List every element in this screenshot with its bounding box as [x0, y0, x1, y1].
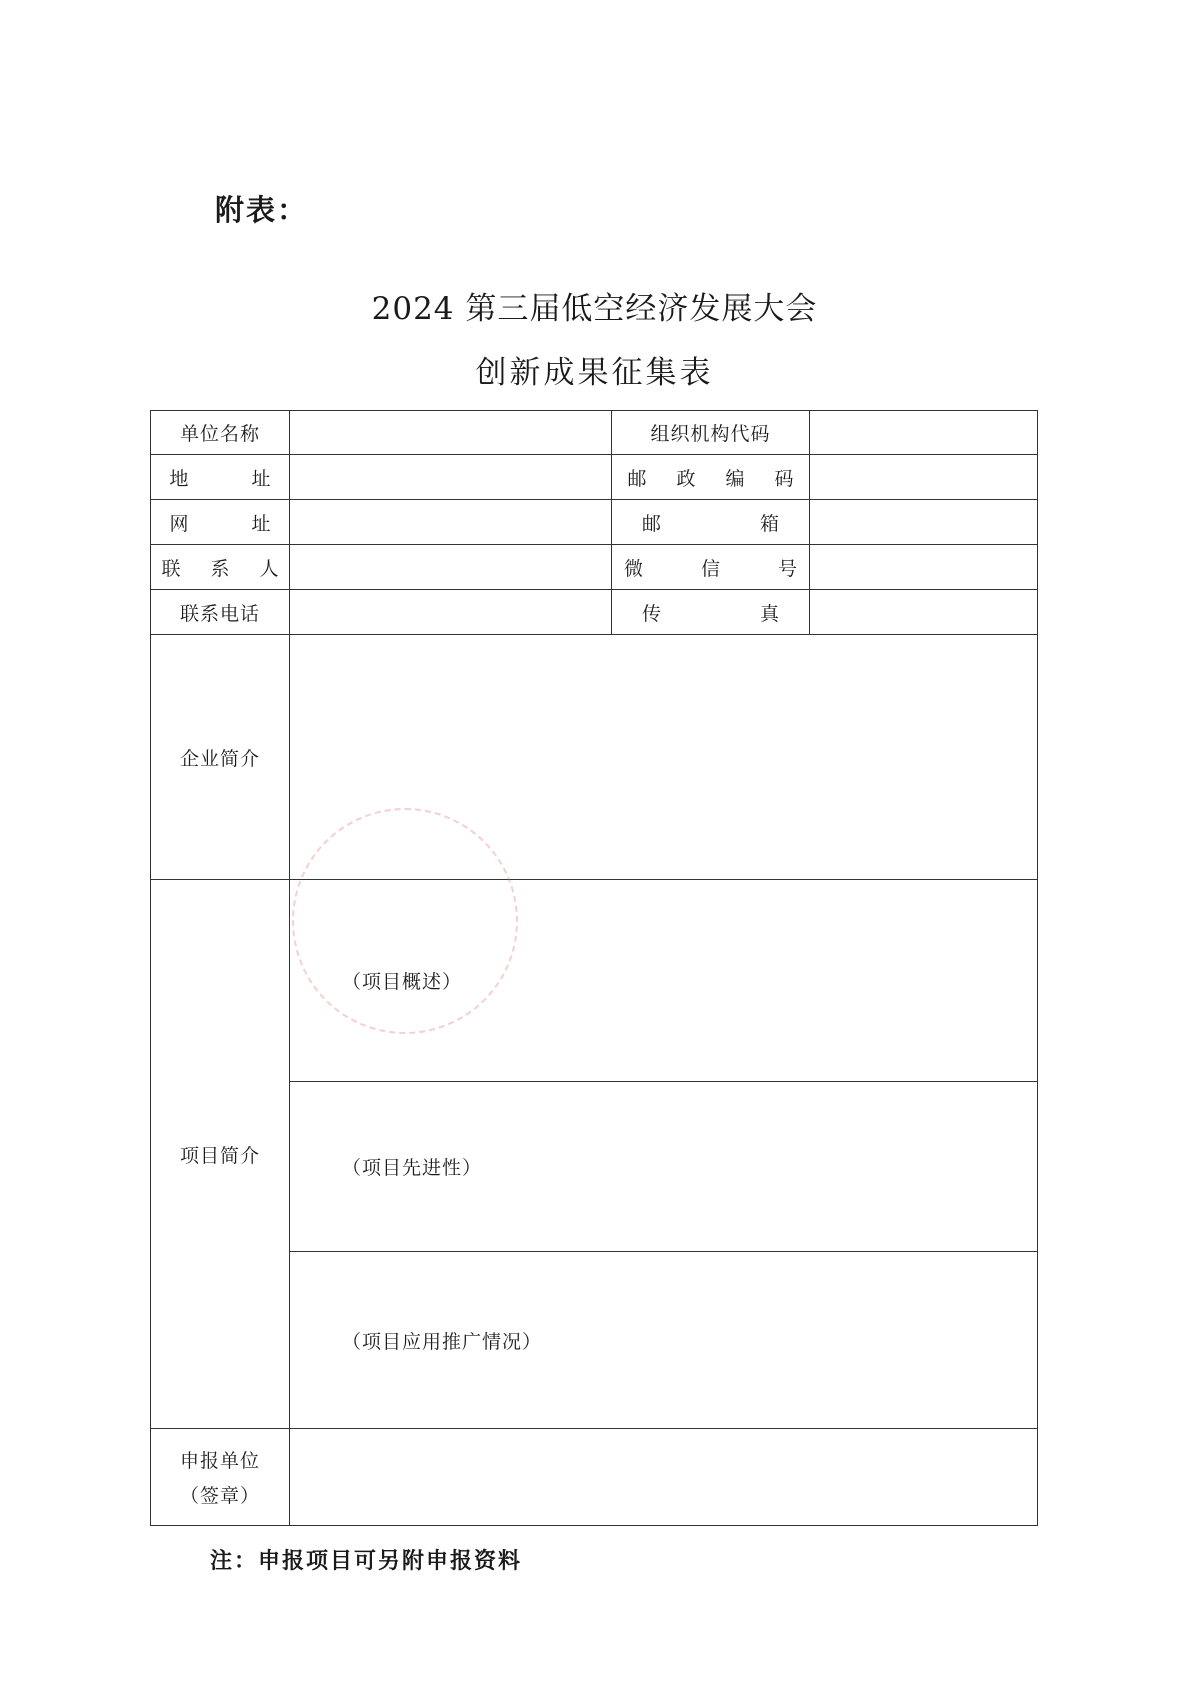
postcode-label: 邮 政 编 码 — [612, 455, 810, 500]
org-code-label: 组织机构代码 — [612, 411, 810, 455]
table-row — [151, 545, 1038, 590]
unit-name-label: 单位名称 — [151, 411, 290, 455]
website-label: 网 址 — [151, 500, 290, 545]
org-code-field[interactable] — [810, 411, 1038, 455]
project-advancement-hint: （项目先进性） — [342, 1157, 483, 1179]
phone-label: 联系电话 — [151, 590, 290, 635]
project-overview-field[interactable] — [290, 880, 1038, 1082]
project-overview-hint: （项目概述） — [342, 971, 463, 993]
phone-field[interactable] — [290, 590, 612, 635]
email-field[interactable] — [810, 500, 1038, 545]
table-row — [151, 411, 1038, 455]
contact-person-field[interactable] — [290, 545, 612, 590]
table-row — [151, 880, 1038, 1082]
project-advancement-field[interactable] — [290, 1082, 1038, 1252]
applicant-signature-field[interactable] — [290, 1429, 1038, 1526]
table-row — [151, 455, 1038, 500]
table-row — [151, 590, 1038, 635]
wechat-label: 微 信 号 — [612, 545, 810, 590]
form-subtitle: 创新成果征集表 — [475, 355, 714, 391]
fax-label: 传 真 — [612, 590, 810, 635]
unit-name-field[interactable] — [290, 411, 612, 455]
table-row — [151, 500, 1038, 545]
footnote: 注：申报项目可另附申报资料 — [210, 1548, 523, 1574]
submission-form-table — [150, 410, 1038, 1526]
table-row — [151, 635, 1038, 880]
address-field[interactable] — [290, 455, 612, 500]
postcode-field[interactable] — [810, 455, 1038, 500]
contact-person-label: 联 系 人 — [151, 545, 290, 590]
company-intro-field[interactable] — [290, 635, 1038, 880]
fax-field[interactable] — [810, 590, 1038, 635]
address-label: 地 址 — [151, 455, 290, 500]
attachment-label: 附表： — [215, 193, 309, 227]
table-row — [151, 1429, 1038, 1526]
company-intro-label: 企业简介 — [151, 635, 290, 880]
wechat-field[interactable] — [810, 545, 1038, 590]
project-intro-label: 项目简介 — [151, 880, 290, 1429]
project-application-field[interactable] — [290, 1252, 1038, 1429]
applicant-unit-label: 申报单位 （签章） — [151, 1429, 290, 1526]
project-application-hint: （项目应用推广情况） — [342, 1330, 543, 1353]
form-title: 2024 第三届低空经济发展大会 — [371, 291, 818, 327]
website-field[interactable] — [290, 500, 612, 545]
email-label: 邮 箱 — [612, 500, 810, 545]
